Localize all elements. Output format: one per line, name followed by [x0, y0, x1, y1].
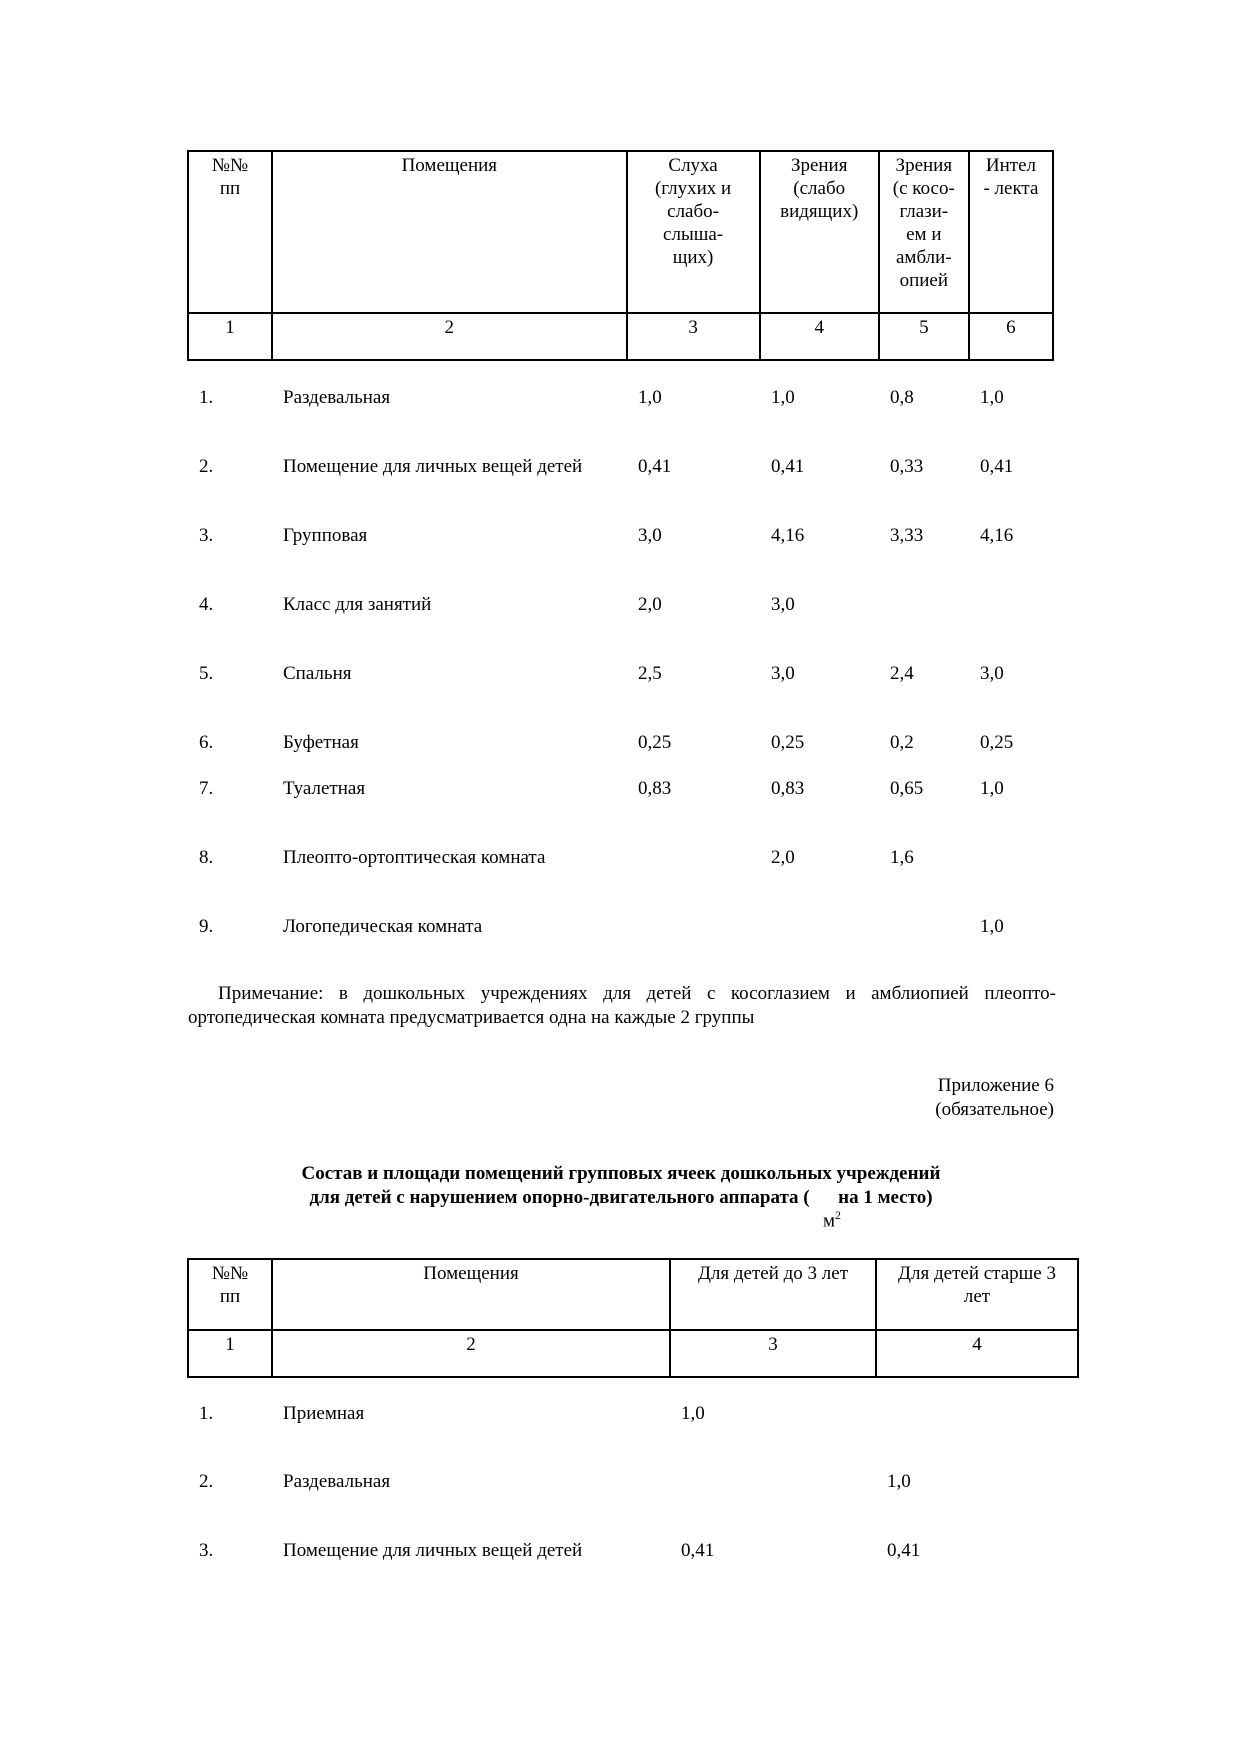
- value-hearing: 0,41: [638, 456, 672, 477]
- title-line-2: для детей с нарушением опорно-двигательного аппарата ( на 1 место): [309, 1187, 933, 1208]
- value-vision: 3,0: [771, 663, 795, 684]
- value-vision: 3,0: [771, 594, 795, 615]
- value-intellect: 1,0: [980, 387, 1004, 408]
- value-strabismus: 1,6: [890, 847, 914, 868]
- value-hearing: 0,83: [638, 778, 672, 799]
- room-name: Приемная: [283, 1403, 365, 1424]
- row-number: 1.: [199, 387, 214, 408]
- table2-number-cell: 4: [876, 1330, 1078, 1377]
- room-name: Раздевальная: [283, 387, 391, 408]
- row-number: 7.: [199, 778, 214, 799]
- table1-row: [0, 661, 1240, 689]
- table2-number-cell: 3: [670, 1330, 876, 1377]
- value-strabismus: 0,8: [890, 387, 914, 408]
- value-vision: 4,16: [771, 525, 805, 546]
- value-strabismus: 0,65: [890, 778, 924, 799]
- table1-row: [0, 454, 1240, 482]
- area-unit-base: м: [823, 1210, 836, 1232]
- value-over-3: 0,41: [887, 1540, 921, 1561]
- room-name: Помещение для личных вещей детей: [283, 1540, 583, 1561]
- value-vision: 2,0: [771, 847, 795, 868]
- table1-number-cell: 5: [879, 313, 969, 360]
- table2-row: [0, 1469, 1240, 1497]
- row-number: 5.: [199, 663, 214, 684]
- table1-row: [0, 730, 1240, 758]
- table1-header: [187, 150, 1054, 361]
- table1-header-cell: Интел - лекта: [969, 151, 1053, 313]
- table1-number-cell: 2: [272, 313, 626, 360]
- table2-header-cell: Для детей старше 3 лет: [876, 1259, 1078, 1330]
- row-number: 4.: [199, 594, 214, 615]
- value-intellect: 0,41: [980, 456, 1014, 477]
- value-intellect: 4,16: [980, 525, 1014, 546]
- table2-number-cell: 1: [188, 1330, 272, 1377]
- area-unit: [823, 1208, 841, 1232]
- value-vision: 0,25: [771, 732, 805, 753]
- value-hearing: 2,5: [638, 663, 662, 684]
- value-under-3: 1,0: [681, 1403, 705, 1424]
- appendix-number: Приложение 6: [937, 1075, 1054, 1096]
- table2-header: [187, 1258, 1079, 1378]
- table1-row: [0, 523, 1240, 551]
- row-number: 3.: [199, 525, 214, 546]
- value-hearing: 3,0: [638, 525, 662, 546]
- room-name: Помещение для личных вещей детей: [283, 456, 583, 477]
- table1-number-cell: 4: [760, 313, 879, 360]
- table1-row: [0, 914, 1240, 942]
- row-number: 2.: [199, 456, 214, 477]
- table1-number-cell: 6: [969, 313, 1053, 360]
- value-hearing: 1,0: [638, 387, 662, 408]
- room-name: Класс для занятий: [283, 594, 432, 615]
- appendix-status: (обязательное): [935, 1099, 1054, 1120]
- row-number: 6.: [199, 732, 214, 753]
- value-intellect: 1,0: [980, 778, 1004, 799]
- title-line-1: Состав и площади помещений групповых ячеек дошкольных учреждений: [301, 1163, 941, 1184]
- row-number: 1.: [199, 1403, 214, 1424]
- value-hearing: 2,0: [638, 594, 662, 615]
- table1-header-cell: Зрения (с косо- глази- ем и амбли- опией: [879, 151, 969, 313]
- table1-row: [0, 592, 1240, 620]
- value-strabismus: 3,33: [890, 525, 924, 546]
- room-name: Логопедическая комната: [283, 916, 483, 937]
- row-number: 3.: [199, 1540, 214, 1561]
- row-number: 2.: [199, 1471, 214, 1492]
- value-strabismus: 0,33: [890, 456, 924, 477]
- appendix-label: [935, 1074, 1054, 1122]
- table2-header-cell: №№ пп: [188, 1259, 272, 1330]
- table2-row: [0, 1401, 1240, 1429]
- area-unit-exponent: 2: [835, 1208, 842, 1222]
- table1-number-cell: 3: [627, 313, 760, 360]
- value-vision: 0,83: [771, 778, 805, 799]
- table1-header-cell: Зрения (слабо видящих): [760, 151, 879, 313]
- table1-row: [0, 845, 1240, 873]
- table1-note: Примечание: в дошкольных учреждениях для детей с косоглазием и амблиопией плеопто-ортопедическая комната предусматривается одна на каждые 2 группы: [188, 983, 1056, 1028]
- value-under-3: 0,41: [681, 1540, 715, 1561]
- value-strabismus: 0,2: [890, 732, 914, 753]
- table2-header-cell: Для детей до 3 лет: [670, 1259, 876, 1330]
- value-strabismus: 2,4: [890, 663, 914, 684]
- row-number: 8.: [199, 847, 214, 868]
- table2-row: [0, 1538, 1240, 1566]
- value-vision: 0,41: [771, 456, 805, 477]
- value-intellect: 3,0: [980, 663, 1004, 684]
- value-over-3: 1,0: [887, 1471, 911, 1492]
- value-intellect: 1,0: [980, 916, 1004, 937]
- value-intellect: 0,25: [980, 732, 1014, 753]
- room-name: Буфетная: [283, 732, 359, 753]
- row-number: 9.: [199, 916, 214, 937]
- table2-number-cell: 2: [272, 1330, 670, 1377]
- table1-header-cell: Слуха (глухих и слабо- слыша- щих): [627, 151, 760, 313]
- table2-title: [186, 1162, 1056, 1210]
- value-hearing: 0,25: [638, 732, 672, 753]
- room-name: Спальня: [283, 663, 352, 684]
- room-name: Раздевальная: [283, 1471, 391, 1492]
- table2-header-cell: Помещения: [272, 1259, 670, 1330]
- table1-row: [0, 776, 1240, 804]
- table1-header-cell: Помещения: [272, 151, 626, 313]
- table1-row: [0, 385, 1240, 413]
- room-name: Туалетная: [283, 778, 366, 799]
- room-name: Групповая: [283, 525, 368, 546]
- table1-number-cell: 1: [188, 313, 272, 360]
- table1-header-cell: №№ пп: [188, 151, 272, 313]
- value-vision: 1,0: [771, 387, 795, 408]
- room-name: Плеопто-ортоптическая комната: [283, 847, 546, 868]
